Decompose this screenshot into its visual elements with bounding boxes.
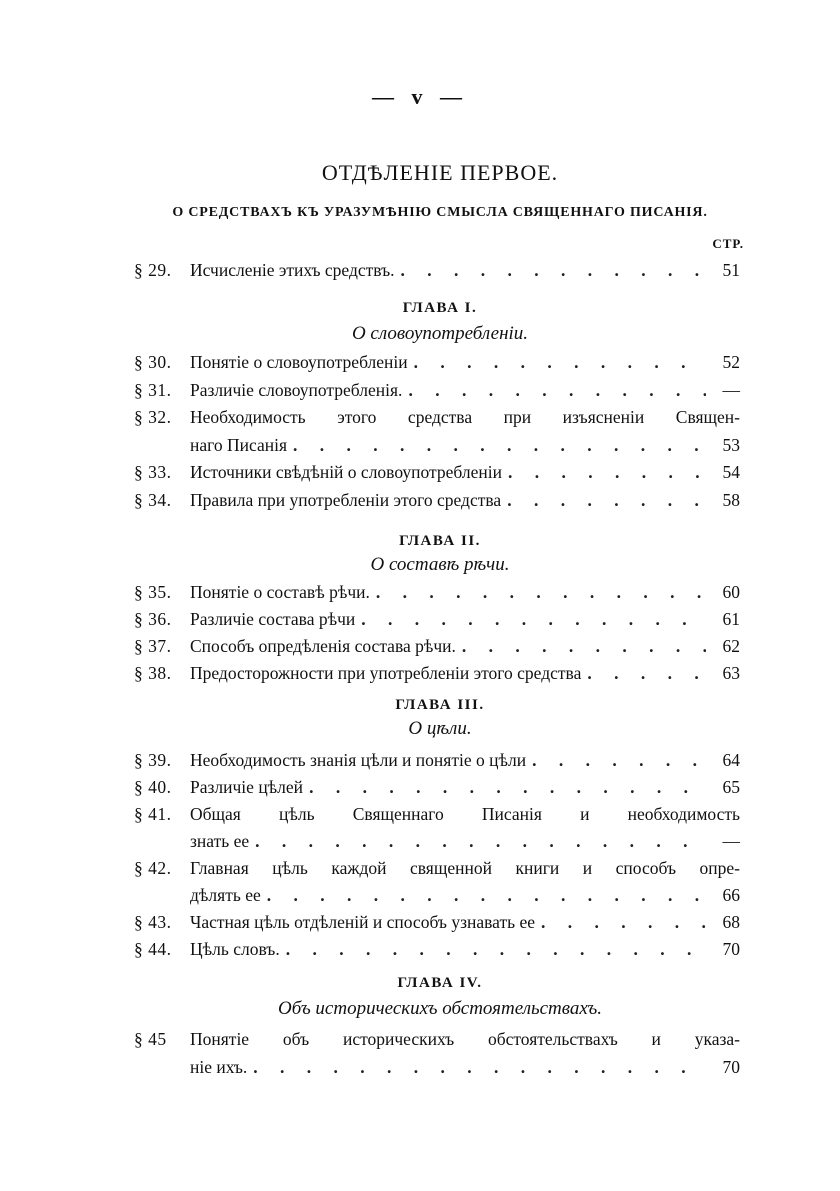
dot-leader: [280, 935, 706, 963]
dot-leader: [402, 376, 706, 404]
dot-leader: [502, 458, 706, 486]
section-title: Частная цѣль отдѣленій и способъ узнавать ее: [190, 912, 536, 932]
section-number: § 45: [134, 1029, 167, 1049]
dot-leader: [501, 486, 706, 514]
page-ref: 64: [722, 750, 740, 770]
section-title: Предосторожности при употребленіи этого средства: [190, 663, 582, 683]
toc-entry-continuation: [190, 827, 740, 855]
toc-entry: [134, 632, 740, 660]
dot-leader: [408, 348, 706, 376]
toc-entry: [134, 935, 740, 963]
toc-entry: [134, 403, 740, 431]
section-title: Исчисленіе этихъ средствъ.: [190, 260, 395, 280]
page-ref: 61: [722, 609, 740, 629]
section-number: § 29.: [134, 260, 172, 280]
section-number: § 38.: [134, 663, 172, 683]
part-title: ОТДѢЛЕНІЕ ПЕРВОЕ.: [321, 160, 559, 185]
toc-entry: [134, 458, 740, 486]
section-number: § 42.: [134, 858, 172, 878]
toc-entry: [134, 908, 740, 936]
chapter-subtitle: Объ историческихъ обстоятельствахъ.: [278, 998, 602, 1019]
part-subtitle: О СРЕДСТВАХЪ КЪ УРАЗУМѢНІЮ СМЫСЛА СВЯЩЕННАГО ПИСАНІЯ.: [172, 205, 708, 220]
section-number: § 44.: [134, 939, 172, 959]
dot-leader: [261, 881, 706, 909]
page-ref: 63: [722, 663, 740, 683]
page-number: — v —: [372, 84, 468, 109]
section-number: § 41.: [134, 804, 172, 824]
section-number: § 34.: [134, 490, 172, 510]
section-number: § 36.: [134, 609, 172, 629]
toc-entry-continuation: [190, 431, 740, 459]
section-title: Понятіе о словоупотребленіи: [190, 352, 408, 372]
section-title: Главная цѣль каждой священной книги и способъ опре-: [190, 858, 740, 878]
section-title: Необходимость знанія цѣли и понятіе о цѣли: [190, 750, 527, 770]
page-ref: 54: [722, 462, 740, 482]
section-number: § 40.: [134, 777, 172, 797]
page-ref: 66: [722, 885, 740, 905]
section-title: Правила при употребленіи этого средства: [190, 490, 502, 510]
toc-entry: [134, 376, 740, 404]
chapter-title: ГЛАВА IV.: [397, 975, 483, 991]
section-title: Способъ опредѣленія состава рѣчи.: [190, 636, 456, 656]
section-number: § 35.: [134, 582, 172, 602]
section-title-continued: дѣлять ее: [190, 885, 261, 905]
section-number: § 32.: [134, 407, 172, 427]
section-number: § 30.: [134, 352, 172, 372]
page-ref: 52: [722, 352, 740, 372]
chapter-subtitle: О словоупотребленіи.: [351, 323, 529, 344]
section-number: § 31.: [134, 380, 172, 400]
toc-entry: [134, 348, 740, 376]
page-ref: —: [722, 831, 740, 851]
toc-entry: [134, 746, 740, 774]
section-number: § 37.: [134, 636, 172, 656]
page-ref: 65: [722, 777, 740, 797]
dot-leader: [535, 908, 706, 936]
dot-leader: [395, 256, 706, 284]
section-title: Общая цѣль Священнаго Писанія и необходимость: [190, 804, 740, 824]
page-ref: 62: [722, 636, 740, 656]
section-number: § 43.: [134, 912, 172, 932]
chapter-subtitle: О цѣли.: [408, 718, 472, 739]
page-ref: 70: [722, 939, 740, 959]
dot-leader: [247, 1053, 706, 1081]
page-ref: 51: [722, 260, 740, 280]
page-ref: 60: [722, 582, 740, 602]
dot-leader: [370, 578, 706, 606]
dot-leader: [581, 659, 706, 687]
toc-entry: [134, 486, 740, 514]
page-ref: 58: [722, 490, 740, 510]
toc-entry: [134, 659, 740, 687]
section-title: Источники свѣдѣній о словоупотребленіи: [190, 462, 502, 482]
section-title: Необходимость этого средства при изъясненіи Священ-: [190, 407, 740, 427]
chapter-subtitle: О составѣ рѣчи.: [370, 554, 510, 575]
chapter-title: ГЛАВА II.: [399, 533, 481, 549]
page-ref: 68: [722, 912, 740, 932]
section-title: Цѣль словъ.: [190, 939, 280, 959]
section-title: Различіе словоупотребленія.: [190, 380, 403, 400]
dot-leader: [456, 632, 706, 660]
page-column-header: СТР.: [712, 236, 744, 251]
toc-entry-continuation: [190, 881, 740, 909]
section-title-continued: знать ее: [190, 831, 250, 851]
section-number: § 33.: [134, 462, 172, 482]
toc-entry: [134, 256, 740, 284]
page-ref: 70: [722, 1057, 740, 1077]
toc-entry: [134, 773, 740, 801]
toc-entry-continuation: [190, 1053, 740, 1081]
toc-entry: [134, 854, 740, 882]
page-ref: —: [722, 380, 740, 400]
chapter-title: ГЛАВА III.: [395, 697, 485, 713]
dot-leader: [287, 431, 706, 459]
section-title: Различіе цѣлей: [190, 777, 304, 797]
section-title: Понятіе о составѣ рѣчи.: [190, 582, 370, 602]
section-title: Понятіе объ историческихъ обстоятельствахъ и указа-: [190, 1029, 740, 1049]
toc-entry: [134, 1025, 740, 1053]
toc-entry: [134, 605, 740, 633]
section-title: Различіе состава рѣчи: [190, 609, 356, 629]
chapter-title: ГЛАВА I.: [402, 300, 478, 316]
dot-leader: [249, 827, 706, 855]
page-ref: 53: [722, 435, 740, 455]
toc-entry: [134, 800, 740, 828]
dot-leader: [303, 773, 706, 801]
section-title-continued: наго Писанія: [190, 435, 288, 455]
dot-leader: [526, 746, 706, 774]
section-number: § 39.: [134, 750, 172, 770]
section-title-continued: ніе ихъ.: [190, 1057, 248, 1077]
toc-entry: [134, 578, 740, 606]
dot-leader: [355, 605, 706, 633]
